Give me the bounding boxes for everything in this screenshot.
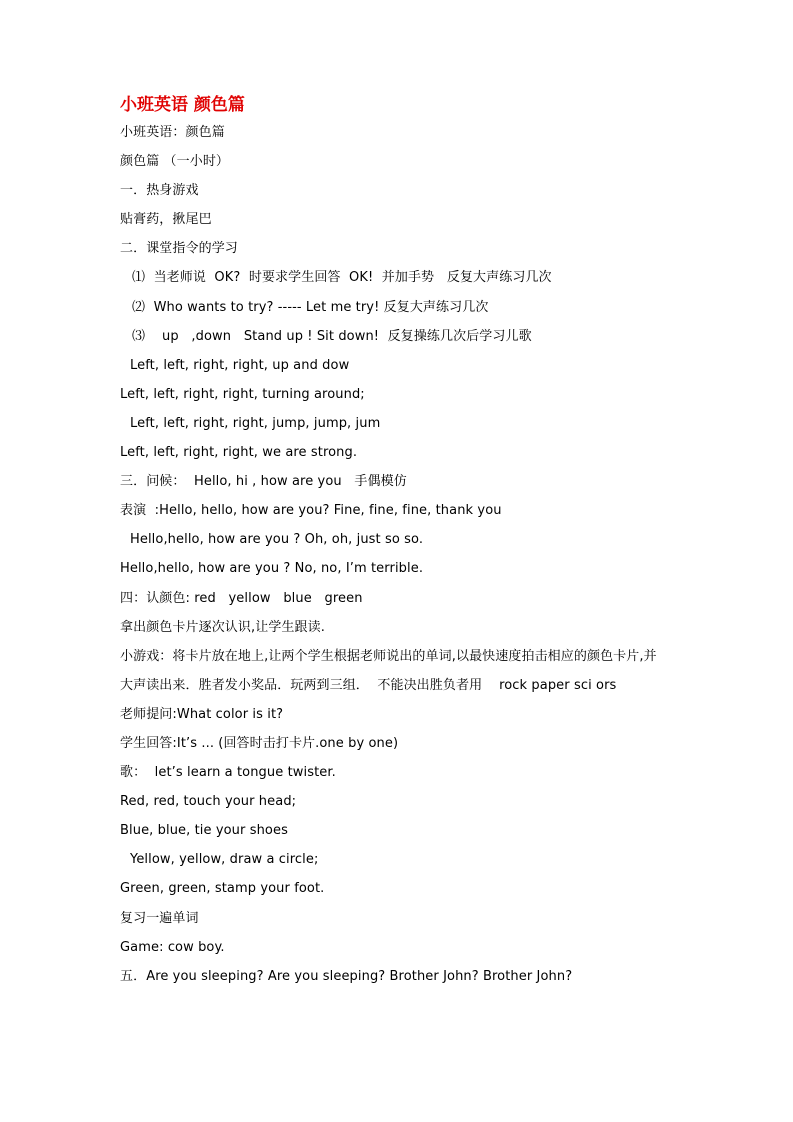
text-line: 小班英语：颜色篇 — [120, 125, 225, 140]
text-line: 三．问候： Hello, hi , how are you 手偶模仿 — [120, 474, 407, 490]
text-line: 老师提问:What color is it? — [120, 706, 284, 722]
text-line: 表演 :Hello, hello, how are you? Fine, fine, fine, thank you — [120, 503, 502, 519]
text-line: 一．热身游戏 — [120, 183, 199, 199]
text-line: 学生回答:It’s ... (回答时击打卡片.one by one) — [120, 735, 399, 751]
text-line: Blue, blue, tie your shoes — [120, 823, 288, 839]
text-line: Left, left, right, right, we are strong. — [120, 445, 358, 461]
text-line: 五．Are you sleeping? Are you sleeping? Brother John? Brother John? — [120, 968, 573, 984]
text-line: Hello,hello, how are you ? Oh, oh, just so so. — [130, 532, 424, 548]
text-line: 颜色篇 （一小时） — [120, 154, 230, 170]
text-line: 二．课堂指令的学习 — [120, 241, 238, 257]
text-line: Hello,hello, how are you ? No, no, I’m terrible. — [120, 561, 424, 577]
text-line: 四：认颜色: red yellow blue green — [120, 590, 363, 606]
text-line: ⑵ Who wants to try? ----- Let me try! 反复大声练习几次 — [132, 299, 489, 315]
text-line: ⑴ 当老师说 OK? 时要求学生回答 OK! 并加手势 反复大声练习几次 — [132, 270, 552, 286]
document-body — [120, 118, 680, 991]
text-line: 拿出颜色卡片逐次认识,让学生跟读. — [120, 619, 325, 635]
text-line: 复习一遍单词 — [120, 910, 199, 926]
text-line: 贴膏药，揪尾巴 — [120, 212, 212, 228]
text-line: Game: cow boy. — [120, 939, 225, 955]
text-line: 小游戏：将卡片放在地上,让两个学生根据老师说出的单词,以最快速度拍击相应的颜色卡片,并 — [120, 648, 657, 664]
text-line: Red, red, touch your head; — [120, 794, 297, 810]
document-page — [120, 94, 680, 991]
document-title: 小班英语 颜色篇 — [120, 95, 245, 115]
text-line: Green, green, stamp your foot. — [120, 881, 325, 897]
text-line: Left, left, right, right, up and dow — [130, 357, 350, 373]
text-line: Left, left, right, right, turning around; — [120, 386, 365, 402]
text-line: 大声读出来．胜者发小奖品．玩两到三组． 不能决出胜负者用 rock paper sci ors — [120, 677, 617, 693]
text-line: Left, left, right, right, jump, jump, jum — [130, 415, 381, 431]
text-line: ⑶ up ,down Stand up ! Sit down! 反复操练几次后学习儿歌 — [132, 328, 532, 344]
text-line: 歌： let’s learn a tongue twister. — [120, 765, 336, 781]
text-line: Yellow, yellow, draw a circle; — [130, 852, 319, 868]
